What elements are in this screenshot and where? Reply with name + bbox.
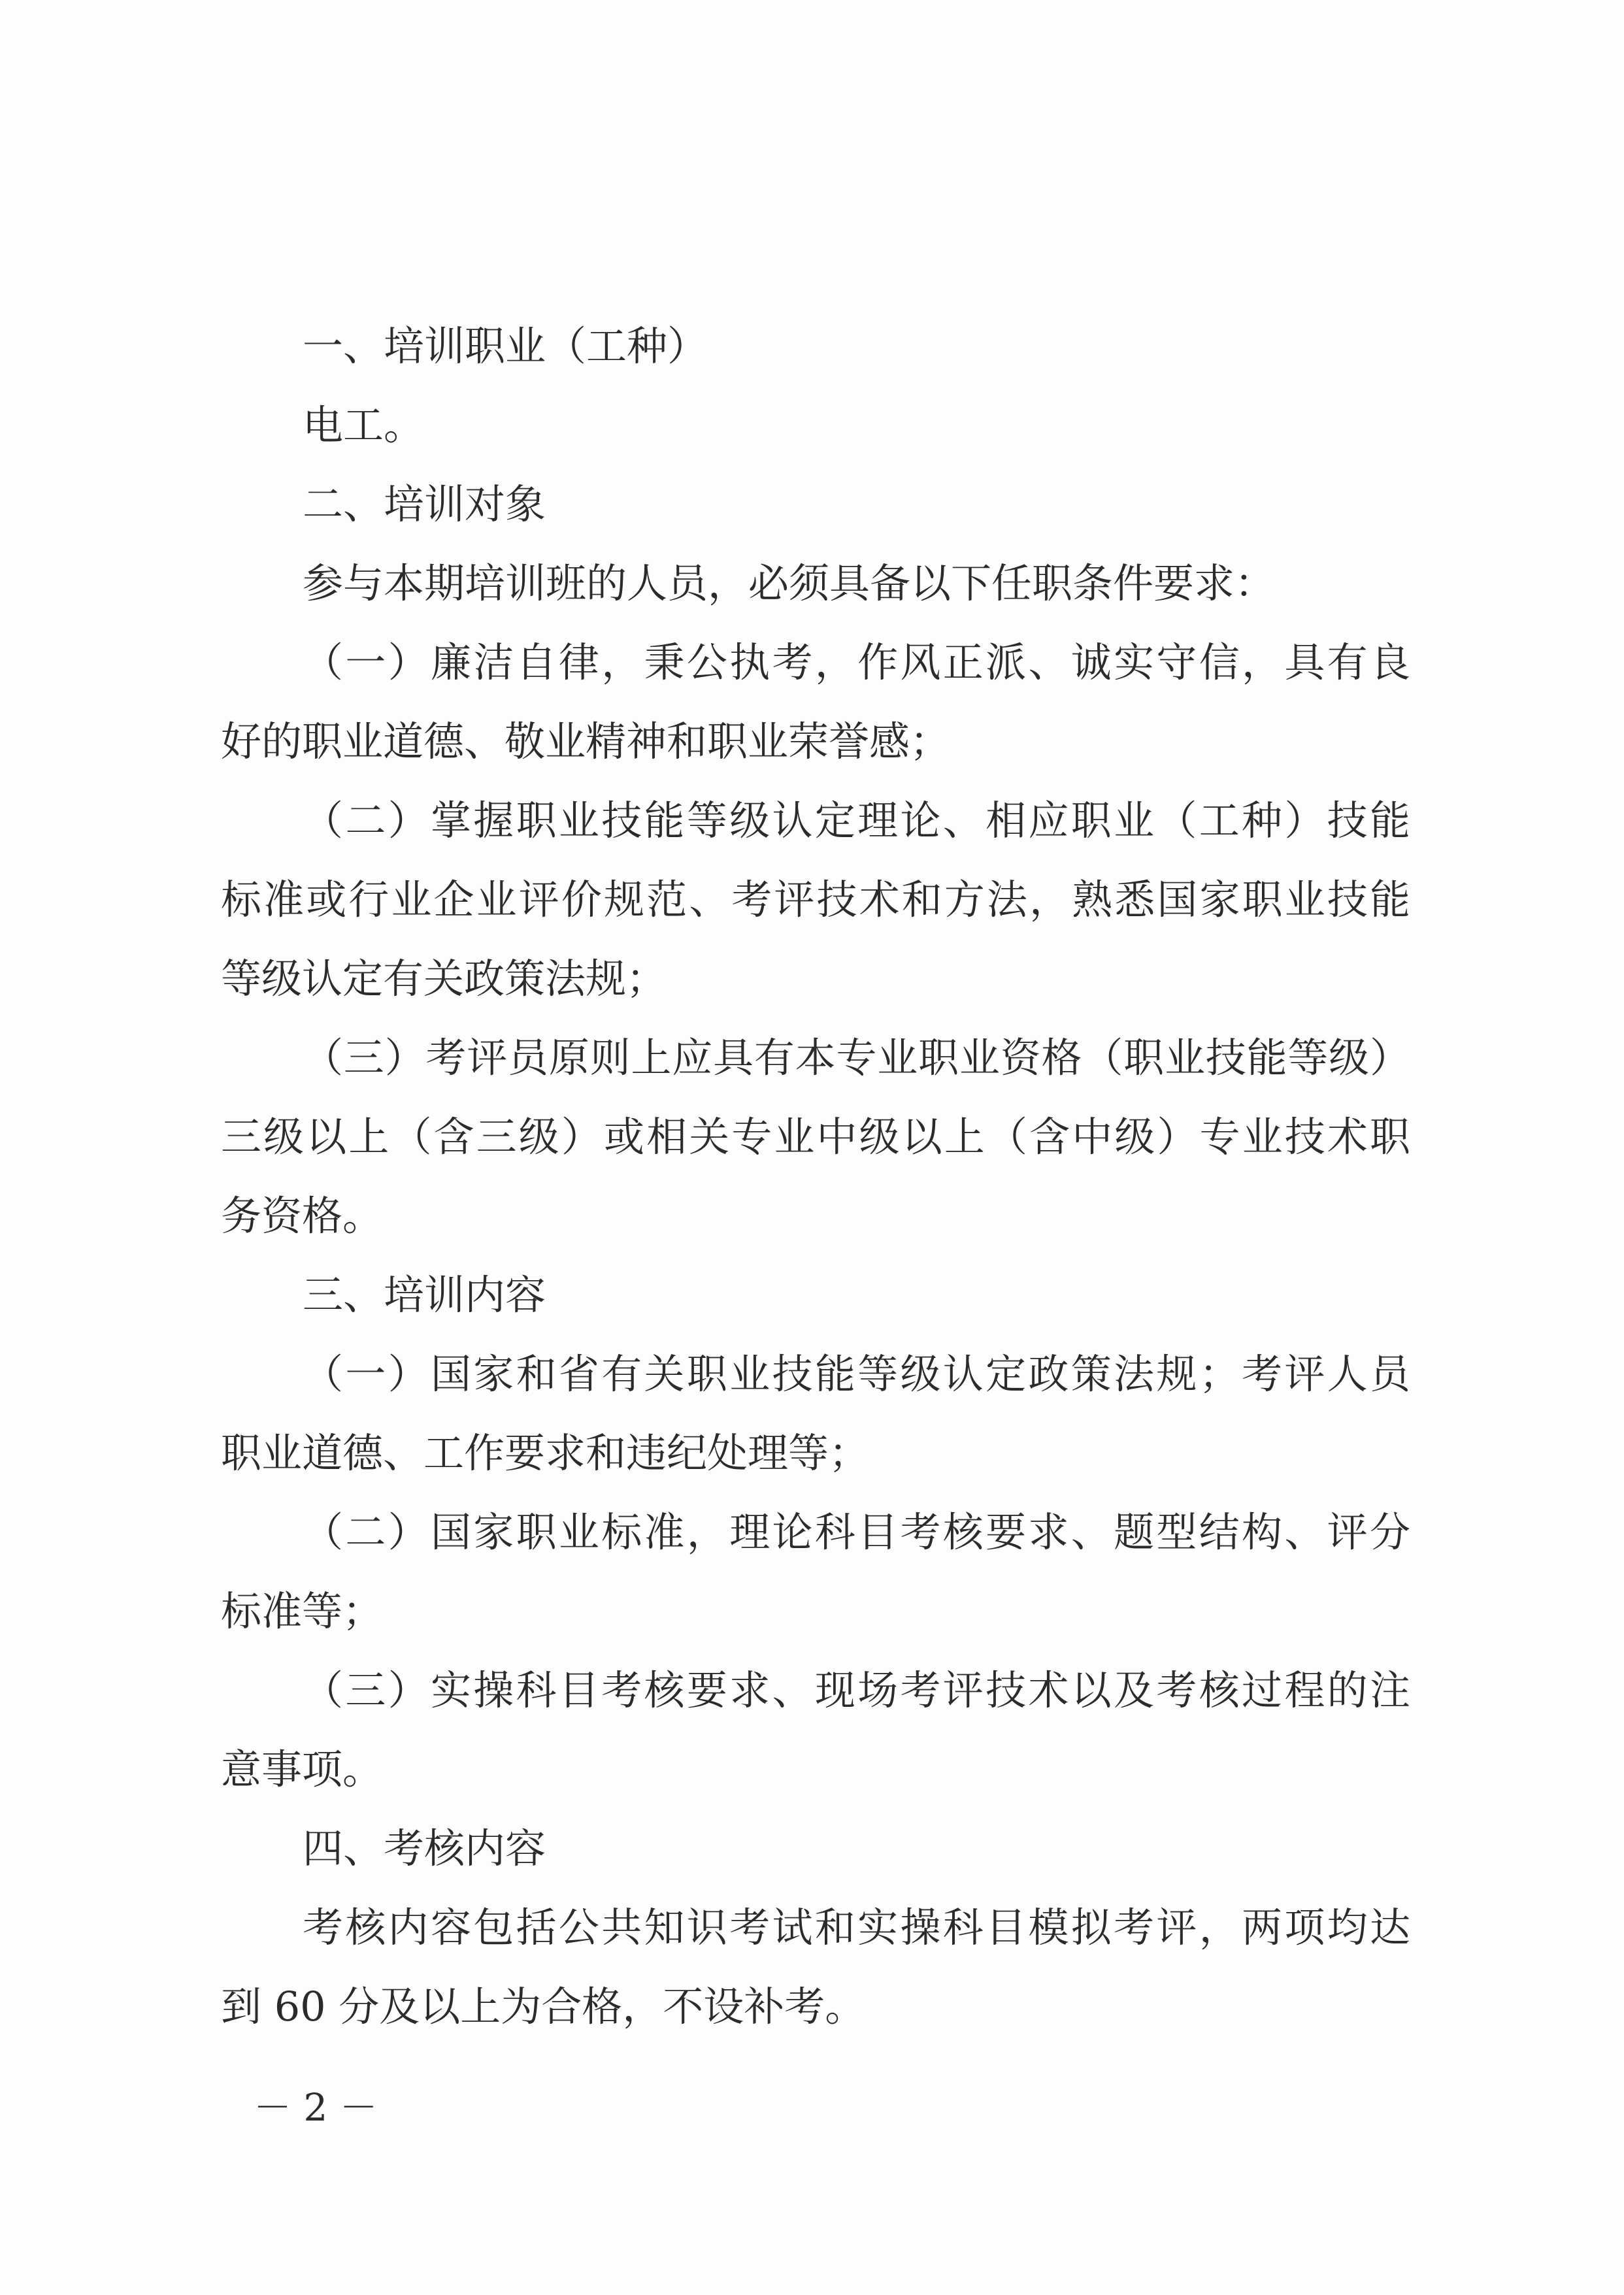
- section-heading-trainees: 二、培训对象: [303, 480, 546, 528]
- paragraph-line: （一）国家和省有关职业技能等级认定政策法规；考评人员: [303, 1350, 1410, 1398]
- paragraph-line: 考核内容包括公共知识考试和实操科目模拟考评，两项均达: [303, 1904, 1410, 1951]
- paragraph-line: （二）掌握职业技能等级认定理论、相应职业（工种）技能: [303, 797, 1410, 844]
- paragraph-line: （一）廉洁自律，秉公执考，作风正派、诚实守信，具有良: [303, 638, 1410, 686]
- paragraph-line: 参与本期培训班的人员，必须具备以下任职条件要求：: [303, 559, 1276, 607]
- paragraph-line: 职业道德、工作要求和违纪处理等；: [221, 1429, 870, 1477]
- section-heading-occupation: 一、培训职业（工种）: [303, 322, 708, 370]
- paragraph-line: 标准等；: [221, 1587, 384, 1635]
- section-heading-assessment-content: 四、考核内容: [303, 1824, 546, 1872]
- paragraph-line: 等级认定有关政策法规；: [221, 955, 667, 1002]
- paragraph-line: 三级以上（含三级）或相关专业中级以上（含中级）专业技术职: [221, 1113, 1410, 1161]
- paragraph-line: 标准或行业企业评价规范、考评技术和方法，熟悉国家职业技能: [221, 876, 1410, 923]
- paragraph-line: 好的职业道德、敬业精神和职业荣誉感；: [221, 718, 951, 765]
- paragraph-line: 务资格。: [221, 1192, 384, 1240]
- section-heading-training-content: 三、培训内容: [303, 1271, 546, 1319]
- page-number: － 2 －: [254, 2085, 378, 2130]
- paragraph-line: 意事项。: [221, 1745, 384, 1793]
- paragraph-line: （二）国家职业标准，理论科目考核要求、题型结构、评分: [303, 1508, 1410, 1556]
- paragraph-line: （三）考评员原则上应具有本专业职业资格（职业技能等级）: [303, 1034, 1410, 1081]
- paragraph-line: （三）实操科目考核要求、现场考评技术以及考核过程的注: [303, 1666, 1410, 1714]
- paragraph-line: 电工。: [303, 401, 425, 449]
- paragraph-line: 到 60 分及以上为合格，不设补考。: [221, 1983, 866, 2030]
